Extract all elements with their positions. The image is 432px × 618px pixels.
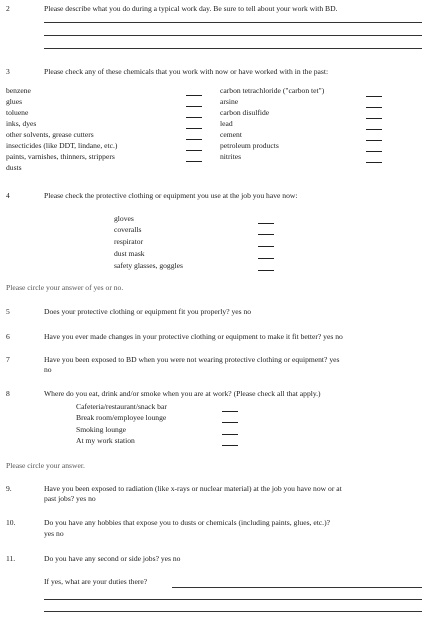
circle-instruction: Please circle your answer. <box>6 461 85 470</box>
chemical-label: insecticides (like DDT, lindane, etc.) <box>6 141 118 150</box>
location-label: At my work station <box>76 436 135 445</box>
equipment-checkbox-line[interactable] <box>258 223 274 224</box>
q8-number: 8 <box>6 389 10 398</box>
equipment-label: respirator <box>114 237 144 246</box>
q9-text-line2[interactable]: past jobs? yes no <box>44 494 96 503</box>
chemical-checkbox-line[interactable] <box>366 118 382 119</box>
q11-followup: If yes, what are your duties there? <box>44 577 148 586</box>
q11-answer-line-1[interactable] <box>172 587 422 588</box>
chemical-label: dusts <box>6 163 22 172</box>
chemical-checkbox-line[interactable] <box>186 150 202 151</box>
chemical-checkbox-line[interactable] <box>366 151 382 152</box>
chemical-checkbox-line[interactable] <box>186 161 202 162</box>
q4-number: 4 <box>6 191 10 200</box>
q10-text-line2[interactable]: yes no <box>44 529 64 538</box>
location-checkbox-line[interactable] <box>222 445 238 446</box>
equipment-label: safety glasses, goggles <box>114 261 183 270</box>
q7-number: 7 <box>6 355 10 364</box>
chemical-checkbox-line[interactable] <box>186 95 202 96</box>
location-checkbox-line[interactable] <box>222 422 238 423</box>
equipment-label: coveralls <box>114 225 142 234</box>
q2-answer-line-2[interactable] <box>44 35 422 36</box>
q11-answer-line-2[interactable] <box>44 599 422 600</box>
chemical-label: carbon tetrachloride ("carbon tet") <box>220 86 325 95</box>
q2-text: Please describe what you do during a typical work day. Be sure to tell about your work with BD. <box>44 4 338 13</box>
q7-text-line1[interactable]: Have you been exposed to BD when you were not wearing protective clothing or equipment? yes <box>44 355 340 364</box>
q9-text-line1[interactable]: Have you been exposed to radiation (like x-rays or nuclear material) at the job you have now or at <box>44 484 342 493</box>
q10-number: 10. <box>6 518 16 527</box>
equipment-checkbox-line[interactable] <box>258 246 274 247</box>
chemical-checkbox-line[interactable] <box>186 117 202 118</box>
chemical-label: petroleum products <box>220 141 279 150</box>
chemical-label: cement <box>220 130 242 139</box>
chemical-label: inks, dyes <box>6 119 37 128</box>
chemical-checkbox-line[interactable] <box>186 106 202 107</box>
q2-answer-line-1[interactable] <box>44 22 422 23</box>
q10-text-line1[interactable]: Do you have any hobbies that expose you to dusts or chemicals (including paints, glues, etc.)? <box>44 518 330 527</box>
q8-text: Where do you eat, drink and/or smoke when you are at work? (Please check all that apply.) <box>44 389 321 398</box>
chemical-label: arsine <box>220 97 239 106</box>
q6-number: 6 <box>6 332 10 341</box>
chemical-checkbox-line[interactable] <box>366 129 382 130</box>
equipment-checkbox-line[interactable] <box>258 270 274 271</box>
chemical-label: carbon disulfide <box>220 108 270 117</box>
q11-answer-line-3[interactable] <box>44 611 422 612</box>
q4-text: Please check the protective clothing or equipment you use at the job you have now: <box>44 191 298 200</box>
q5-text[interactable]: Does your protective clothing or equipment fit you properly? yes no <box>44 307 252 316</box>
chemical-label: lead <box>220 119 233 128</box>
equipment-label: dust mask <box>114 249 145 258</box>
q9-number: 9. <box>6 484 12 493</box>
chemical-checkbox-line[interactable] <box>366 140 382 141</box>
q7-text-line2[interactable]: no <box>44 365 52 374</box>
q2-number: 2 <box>6 4 10 13</box>
q5-number: 5 <box>6 307 10 316</box>
chemical-label: nitrites <box>220 152 242 161</box>
circle-instruction-yes-no: Please circle your answer of yes or no. <box>6 283 124 292</box>
chemical-checkbox-line[interactable] <box>366 96 382 97</box>
location-checkbox-line[interactable] <box>222 411 238 412</box>
q3-number: 3 <box>6 67 10 76</box>
q6-text[interactable]: Have you ever made changes in your protective clothing or equipment to make it fit better? yes no <box>44 332 343 341</box>
location-label: Smoking lounge <box>76 425 126 434</box>
chemical-label: other solvents, grease cutters <box>6 130 94 139</box>
q11-number: 11. <box>6 554 16 563</box>
q11-text[interactable]: Do you have any second or side jobs? yes no <box>44 554 181 563</box>
equipment-checkbox-line[interactable] <box>258 234 274 235</box>
equipment-label: gloves <box>114 214 134 223</box>
q2-answer-line-3[interactable] <box>44 48 422 49</box>
location-label: Break room/employee lounge <box>76 413 167 422</box>
chemical-checkbox-line[interactable] <box>366 162 382 163</box>
location-checkbox-line[interactable] <box>222 434 238 435</box>
chemical-checkbox-line[interactable] <box>366 107 382 108</box>
chemical-label: toluene <box>6 108 29 117</box>
equipment-checkbox-line[interactable] <box>258 258 274 259</box>
chemical-label: glues <box>6 97 23 106</box>
chemical-checkbox-line[interactable] <box>186 128 202 129</box>
chemical-label: paints, varnishes, thinners, strippers <box>6 152 115 161</box>
chemical-checkbox-line[interactable] <box>186 139 202 140</box>
chemical-label: benzene <box>6 86 31 95</box>
location-label: Cafeteria/restaurant/snack bar <box>76 402 167 411</box>
q3-text: Please check any of these chemicals that you work with now or have worked with in the past: <box>44 67 329 76</box>
